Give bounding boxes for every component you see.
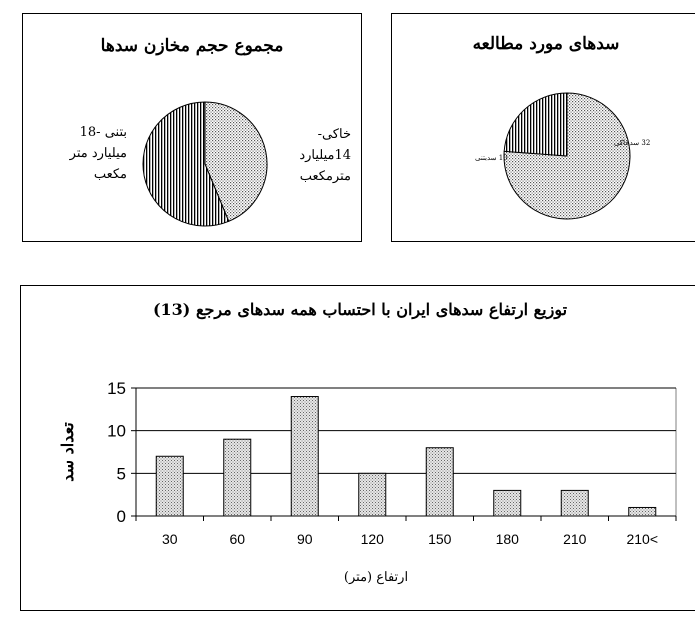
x-tick-label: 30 [161, 531, 178, 547]
bar-210 [561, 490, 588, 516]
slice-label-line: 14میلیارد [299, 148, 351, 163]
y-tick-label: 15 [107, 379, 126, 398]
bar-210< [629, 507, 656, 516]
x-tick-label: 150 [428, 531, 452, 547]
y-tick-label: 0 [116, 507, 126, 526]
chart-title: مجموع حجم مخازن سدها [100, 36, 284, 56]
slice-label-concrete: 10 سدبتنی [475, 154, 508, 162]
slice-label-line: میلیارد متر [69, 146, 127, 161]
bar-90 [291, 397, 318, 516]
bar-180 [494, 490, 521, 516]
pie-slice-1 [504, 93, 567, 156]
x-axis-label: ارتفاع (متر) [343, 570, 409, 585]
y-axis-label: تعداد سد [58, 422, 77, 482]
bar-60 [224, 439, 251, 516]
chart-title: توزیع ارتفاع سدهای ایران با احتساب همه سدهای مرجع (13) [152, 300, 568, 319]
bar-150 [426, 448, 453, 516]
slice-label-line: مترمکعب [299, 169, 351, 184]
x-tick-label: 120 [360, 531, 384, 547]
bar-30 [156, 456, 183, 516]
reservoir-volume-chart [22, 13, 362, 242]
x-tick-label: 90 [296, 531, 313, 547]
bar-120 [359, 473, 386, 516]
pie-chart [392, 14, 695, 243]
y-tick-label: 5 [116, 464, 126, 484]
height-distribution-chart [20, 285, 695, 611]
slice-label-earth [281, 124, 351, 187]
slice-label-concrete [37, 122, 127, 185]
slice-label-earth: 32 سدخاکی [614, 139, 651, 147]
slice-label-line: خاکی- [317, 127, 351, 142]
bar-chart [21, 286, 695, 612]
studied-dams-chart [391, 13, 695, 242]
chart-title: سدهای مورد مطالعه [472, 34, 620, 54]
y-tick-label: 10 [107, 421, 126, 441]
x-tick-label: 210 [563, 531, 587, 547]
slice-label-line: مکعب [93, 167, 127, 182]
x-tick-label: 210< [626, 531, 659, 547]
x-tick-label: 180 [495, 531, 519, 547]
slice-label-line: بتنی -18 [79, 125, 127, 140]
x-tick-label: 60 [229, 531, 246, 547]
